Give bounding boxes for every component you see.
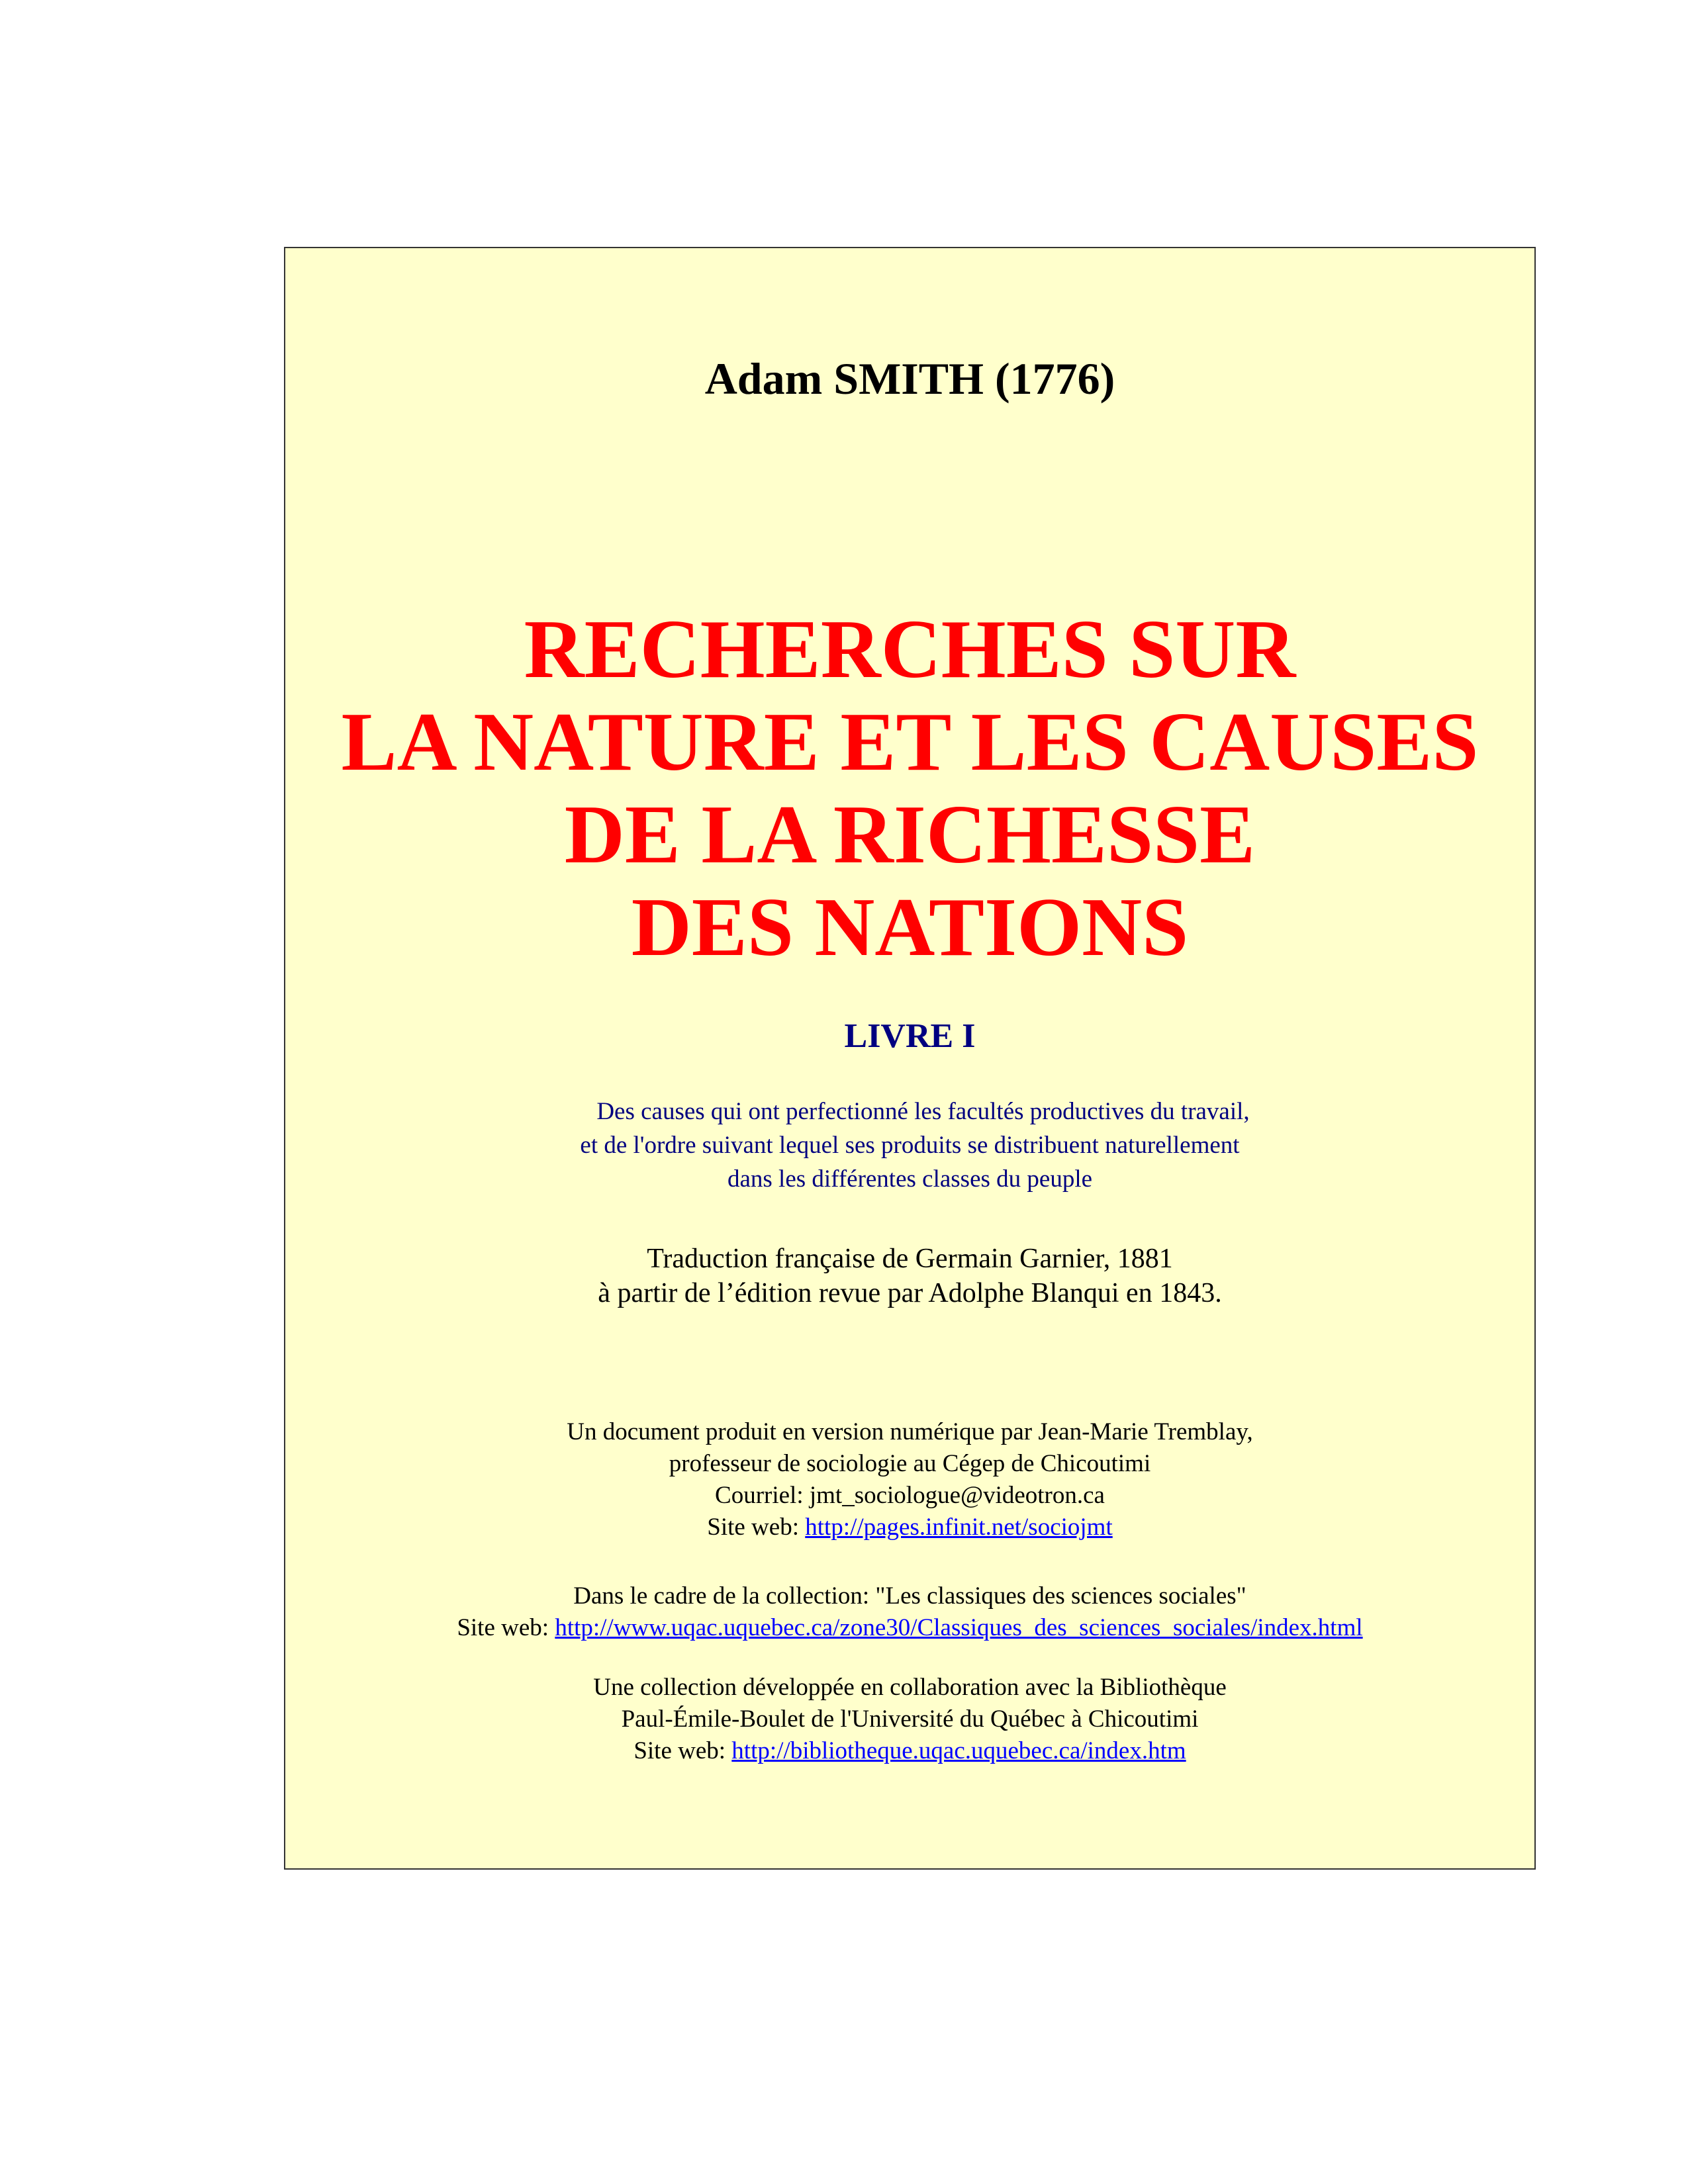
producer-credits <box>285 1416 1534 1543</box>
library-line-1: Une collection développée en collaboration avec la Bibliothèque <box>593 1674 1227 1701</box>
author-heading: Adam SMITH (1776) <box>704 353 1115 404</box>
producer-site-label: Site web: <box>707 1514 806 1541</box>
library-credits <box>285 1672 1534 1767</box>
producer-site-line <box>285 1512 1534 1543</box>
producer-line-1: Un document produit en version numérique par Jean-Marie Tremblay, <box>567 1418 1253 1445</box>
translation-note <box>285 1242 1534 1310</box>
collection-credits <box>285 1580 1534 1644</box>
cover-box <box>284 247 1536 1870</box>
book-title <box>285 604 1534 974</box>
translation-line-1: Traduction française de Germain Garnier, 1881 <box>647 1244 1173 1274</box>
title-line-2: LA NATURE ET LES CAUSES <box>341 696 1479 788</box>
collection-site-line <box>285 1612 1534 1644</box>
subtitle-line-1: Des causes qui ont perfectionné les facultés productives du travail, <box>596 1098 1250 1125</box>
translation-line-2: à partir de l’édition revue par Adolphe Blanqui en 1843. <box>598 1278 1222 1308</box>
producer-email: Courriel: jmt_sociologue@videotron.ca <box>715 1482 1105 1509</box>
producer-site-link[interactable]: http://pages.infinit.net/sociojmt <box>805 1514 1113 1541</box>
subtitle-line-3: dans les différentes classes du peuple <box>727 1165 1093 1193</box>
book-volume: LIVRE I <box>844 1017 976 1055</box>
library-site-link[interactable]: http://bibliotheque.uqac.uquebec.ca/index.htm <box>731 1737 1186 1764</box>
title-line-1: RECHERCHES SUR <box>524 604 1296 696</box>
producer-line-2: professeur de sociologie au Cégep de Chicoutimi <box>669 1450 1151 1477</box>
book-subtitle <box>285 1095 1534 1196</box>
title-line-3: DE LA RICHESSE <box>564 789 1256 881</box>
library-site-label: Site web: <box>633 1737 732 1764</box>
title-line-4: DES NATIONS <box>631 882 1189 974</box>
collection-site-label: Site web: <box>457 1614 555 1641</box>
library-site-line <box>285 1735 1534 1767</box>
subtitle-line-2: et de l'ordre suivant lequel ses produits se distribuent naturellement <box>580 1132 1240 1159</box>
library-line-2: Paul-Émile-Boulet de l'Université du Québec à Chicoutimi <box>621 1706 1199 1733</box>
collection-line-1: Dans le cadre de la collection: "Les classiques des sciences sociales" <box>573 1582 1246 1610</box>
collection-site-link[interactable]: http://www.uqac.uquebec.ca/zone30/Classiques_des_sciences_sociales/index.html <box>555 1614 1363 1641</box>
